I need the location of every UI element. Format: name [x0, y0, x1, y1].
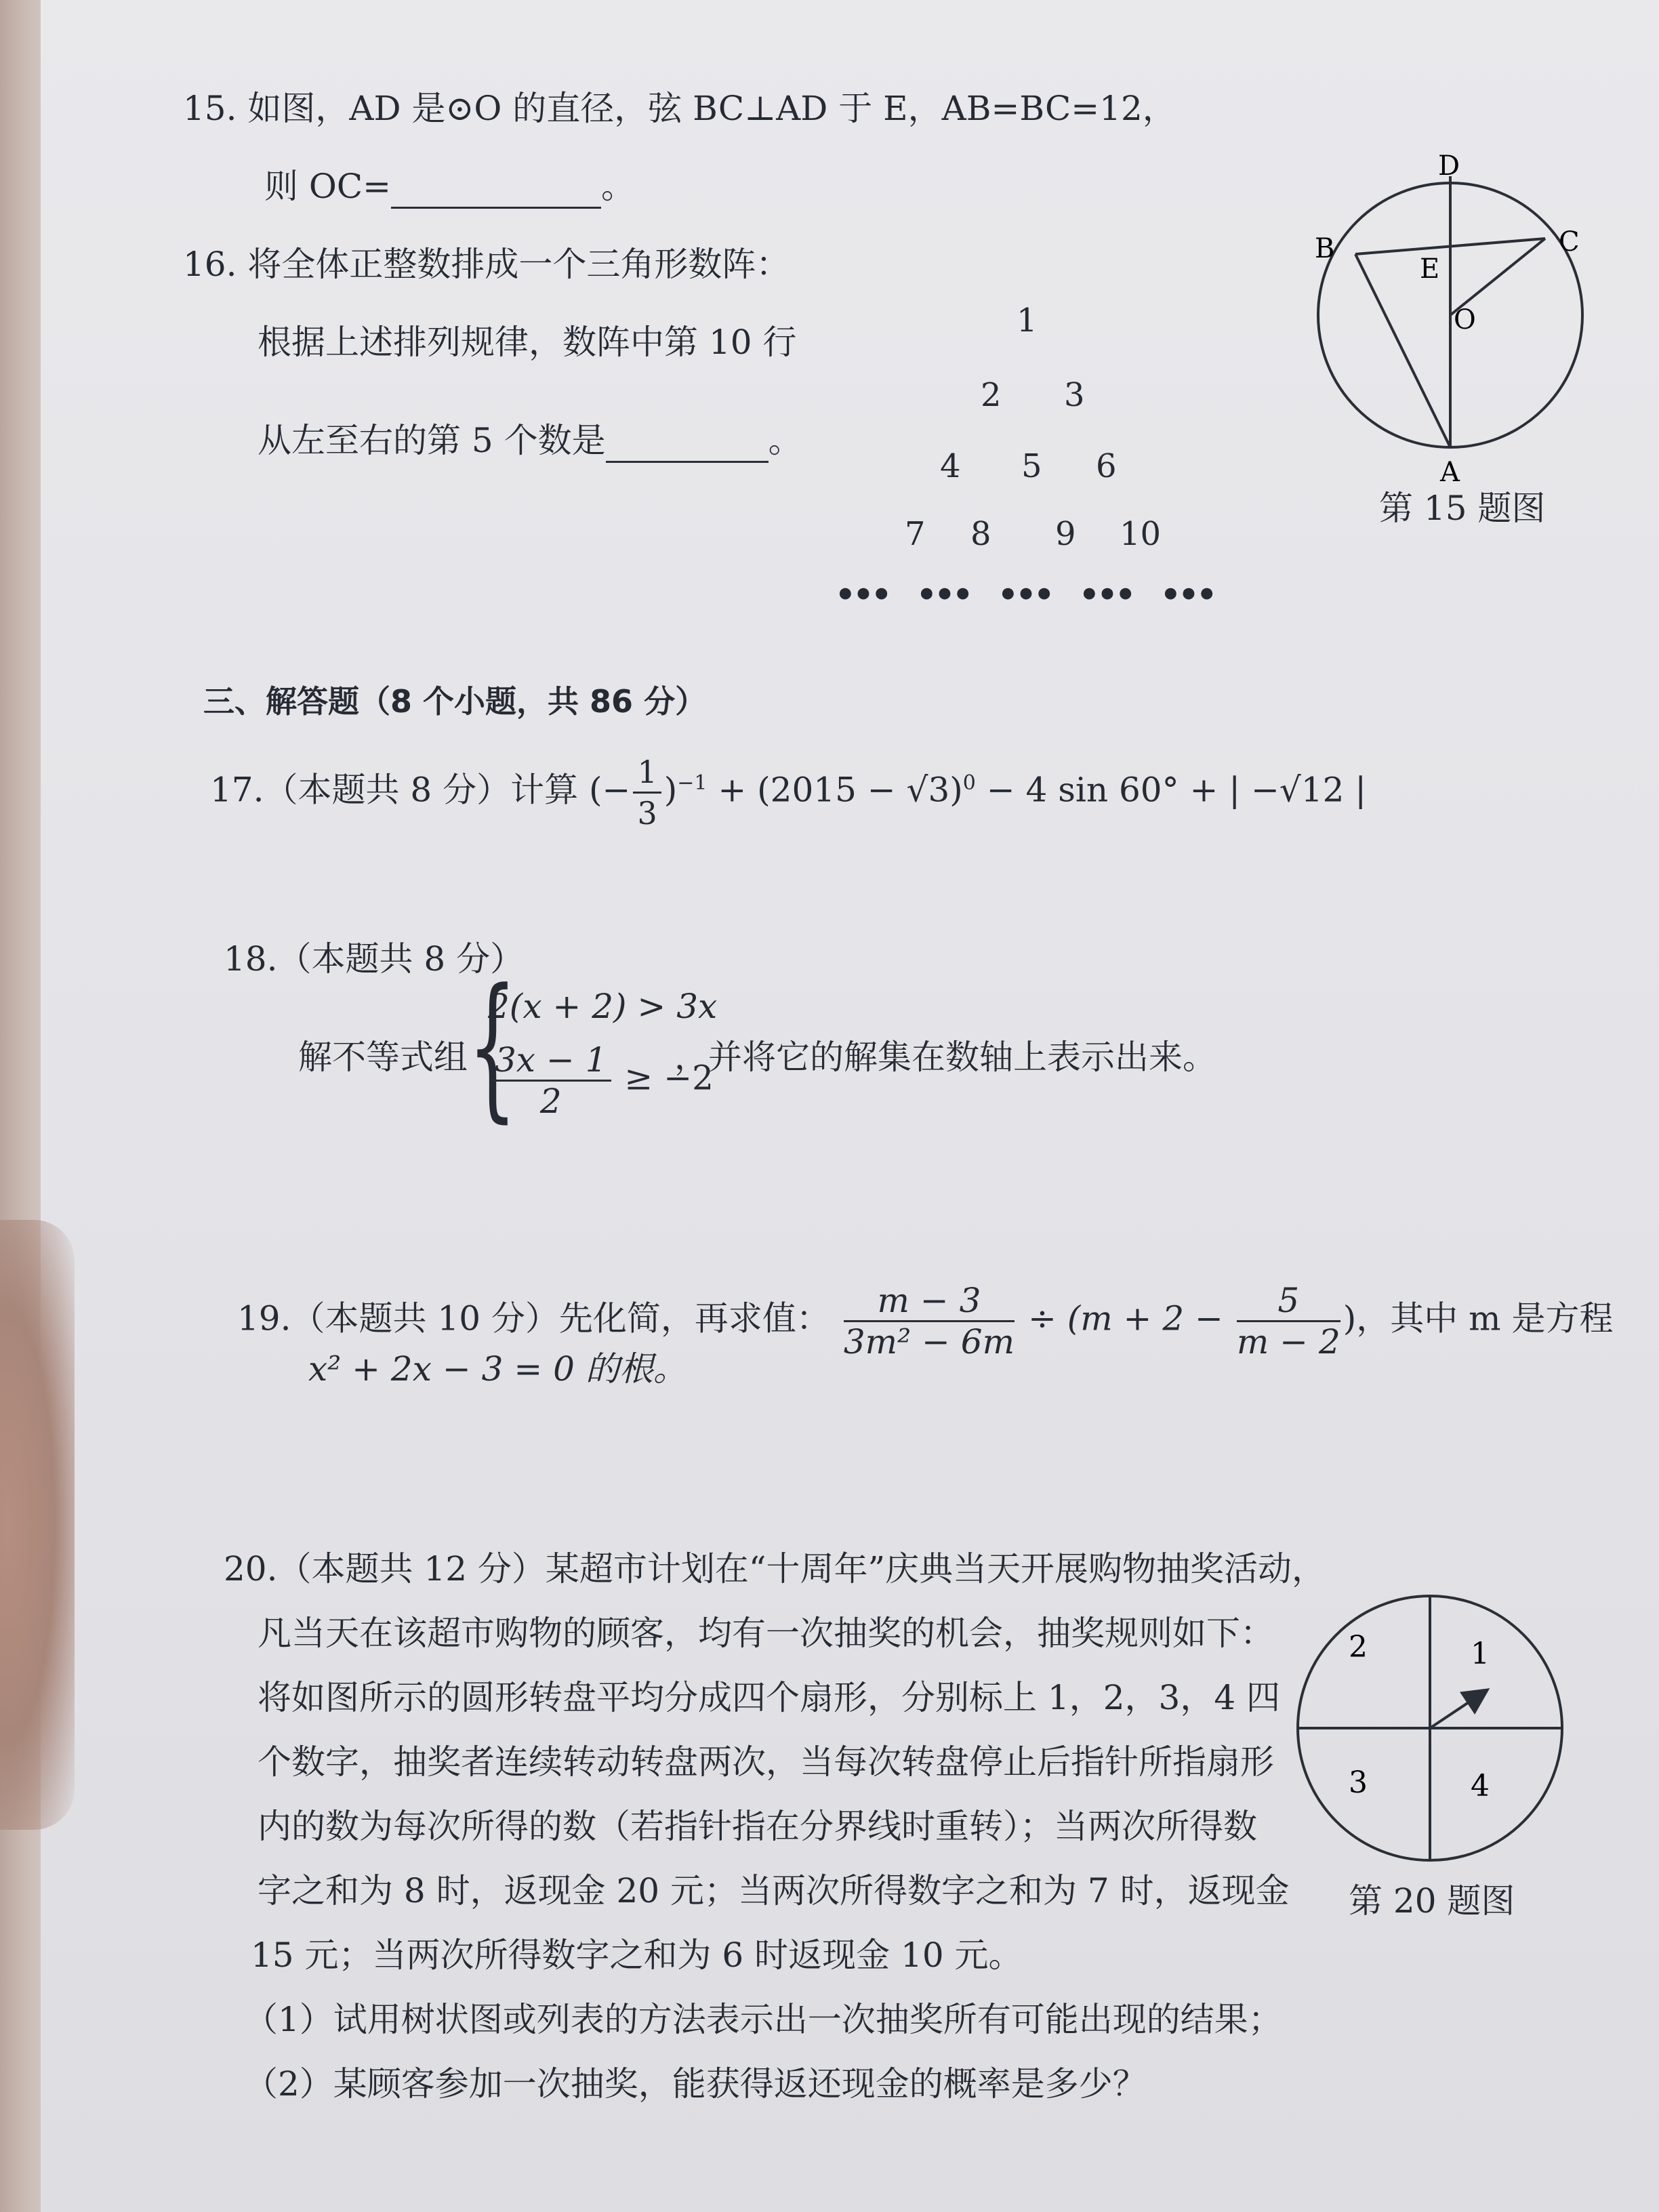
q19-div: ÷ (m + 2 − — [1027, 1298, 1223, 1338]
q20-pointer-arrow — [1430, 1694, 1481, 1728]
q17-close: ) — [663, 770, 678, 810]
q20-line: 个数字，抽奖者连续转动转盘两次，当每次转盘停止后指针所指扇形 — [258, 1742, 1274, 1782]
q19-line2: x² + 2x − 3 = 0 的根。 — [308, 1349, 687, 1389]
q20-line: 将如图所示的圆形转盘平均分成四个扇形，分别标上 1，2，3，4 四 — [258, 1678, 1281, 1717]
q19-fraction1 — [844, 1281, 1015, 1361]
q19-frac1-num: m − 3 — [844, 1281, 1015, 1322]
q16-cell: 3 — [1064, 376, 1085, 414]
q17-part3: − 4 sin 60° + | −√12 | — [975, 770, 1367, 810]
q19-frac2-den: m − 2 — [1236, 1322, 1340, 1361]
q16-ellipsis: ••• — [998, 576, 1052, 614]
q20-line: 字之和为 8 时，返现金 20 元；当两次所得数字之和为 7 时，返现金 — [258, 1871, 1290, 1910]
q15-line2-prefix: 则 OC= — [264, 167, 392, 206]
q16-cell: 2 — [981, 376, 1002, 414]
q20-line: 内的数为每次所得的数（若指针指在分界线时重转）；当两次所得数 — [258, 1807, 1257, 1846]
q17-exp2: 0 — [962, 771, 976, 795]
q16-cell: 9 — [1055, 515, 1076, 553]
q15-label-D: D — [1438, 150, 1460, 182]
q20-line: （1）试用树状图或列表的方法表示出一次抽奖所有可能出现的结果； — [244, 2000, 1282, 2039]
section3-title: 三、解答题（8 个小题，共 86 分） — [203, 683, 707, 720]
q15-answer-blank — [391, 166, 601, 209]
q16-cell: 1 — [1017, 302, 1038, 340]
q18-tail: ，并将它的解集在数轴上表示出来。 — [674, 1038, 1216, 1077]
q16-ellipsis: ••• — [916, 576, 971, 614]
q16-line3-prefix: 从左至右的第 5 个数是 — [258, 421, 606, 460]
q17-part2: + (2015 − √3) — [707, 770, 963, 810]
q17-frac-num: 1 — [633, 752, 661, 794]
q20-sector-3: 3 — [1349, 1765, 1368, 1800]
q20-spinner-wheel — [1288, 1586, 1572, 1870]
q15-label-O: O — [1454, 304, 1476, 335]
q19-tail: ，其中 m 是方程 — [1356, 1298, 1614, 1338]
q19-prefix: 19.（本题共 10 分）先化简，再求值： — [237, 1298, 830, 1338]
q19-fraction2 — [1237, 1281, 1340, 1361]
q20-line: 15 元；当两次所得数字之和为 6 时返现金 10 元。 — [251, 1936, 1023, 1975]
q18-ineq2-rhs: ≥ −2 — [624, 1058, 714, 1098]
q16-cell: 7 — [905, 515, 926, 553]
q15-label-B: B — [1315, 233, 1335, 264]
q15-line2 — [264, 166, 635, 209]
q15-figure — [1288, 149, 1640, 529]
q20-sector-1: 1 — [1471, 1637, 1490, 1671]
q16-line3-suffix: 。 — [768, 421, 802, 460]
q16-ellipsis: ••• — [1160, 576, 1215, 614]
q16-line1: 16. 将全体正整数排成一个三角形数阵： — [183, 245, 790, 284]
q16-cell: 8 — [970, 515, 991, 553]
q16-cell: 6 — [1096, 447, 1117, 485]
q18-ineq2-num: 3x − 1 — [491, 1040, 611, 1082]
q15-label-A: A — [1440, 457, 1460, 488]
q20-sector-4: 4 — [1471, 1769, 1490, 1803]
q18-brace: { — [468, 956, 518, 1137]
q16-cell: 5 — [1021, 447, 1042, 485]
q16-ellipsis: ••• — [835, 576, 890, 614]
q15-line1: 15. 如图，AD 是⊙O 的直径，弦 BC⊥AD 于 E，AB=BC=12， — [183, 89, 1176, 128]
q20-sector-2: 2 — [1349, 1630, 1368, 1664]
q16-ellipsis: ••• — [1079, 576, 1134, 614]
q18-lead: 解不等式组 — [298, 1038, 468, 1077]
q15-label-E: E — [1420, 253, 1440, 285]
q15-label-C: C — [1559, 226, 1580, 258]
q16-cell: 4 — [940, 447, 961, 485]
q18-ineq1: 2(x + 2) > 3x — [488, 987, 718, 1026]
q17-exp1: −1 — [677, 771, 708, 795]
q17-prefix: 17.（本题共 8 分）计算 — [210, 770, 579, 810]
thumb — [0, 1220, 75, 1830]
q16-answer-blank — [606, 420, 769, 463]
q20-line: （2）某顾客参加一次抽奖，能获得返还现金的概率是多少？ — [244, 2064, 1147, 2104]
q18-ineq2-fraction — [491, 1040, 611, 1121]
q15-caption: 第 15 题图 — [1379, 489, 1546, 528]
q20-caption: 第 20 题图 — [1349, 1881, 1515, 1921]
q19-close: ) — [1343, 1298, 1357, 1338]
q17-frac-den: 3 — [637, 795, 657, 832]
q17-neg: (− — [589, 770, 631, 810]
q17-fraction — [633, 752, 661, 833]
q17-line — [210, 752, 1366, 833]
q16-line3 — [258, 420, 802, 463]
q18-title: 18.（本题共 8 分） — [224, 939, 525, 979]
q19-frac2-num: 5 — [1237, 1281, 1340, 1322]
q20-line: 20.（本题共 12 分）某超市计划在“十周年”庆典当天开展购物抽奖活动， — [224, 1549, 1326, 1589]
q18-ineq2-den: 2 — [539, 1082, 562, 1121]
q20-line: 凡当天在该超市购物的顾客，均有一次抽奖的机会，抽奖规则如下： — [258, 1614, 1274, 1653]
q15-line2-suffix: 。 — [601, 167, 636, 206]
q16-line2: 根据上述排列规律，数阵中第 10 行 — [258, 323, 797, 362]
q19-frac1-den: 3m² − 6m — [843, 1322, 1015, 1361]
q16-cell: 10 — [1120, 515, 1162, 553]
